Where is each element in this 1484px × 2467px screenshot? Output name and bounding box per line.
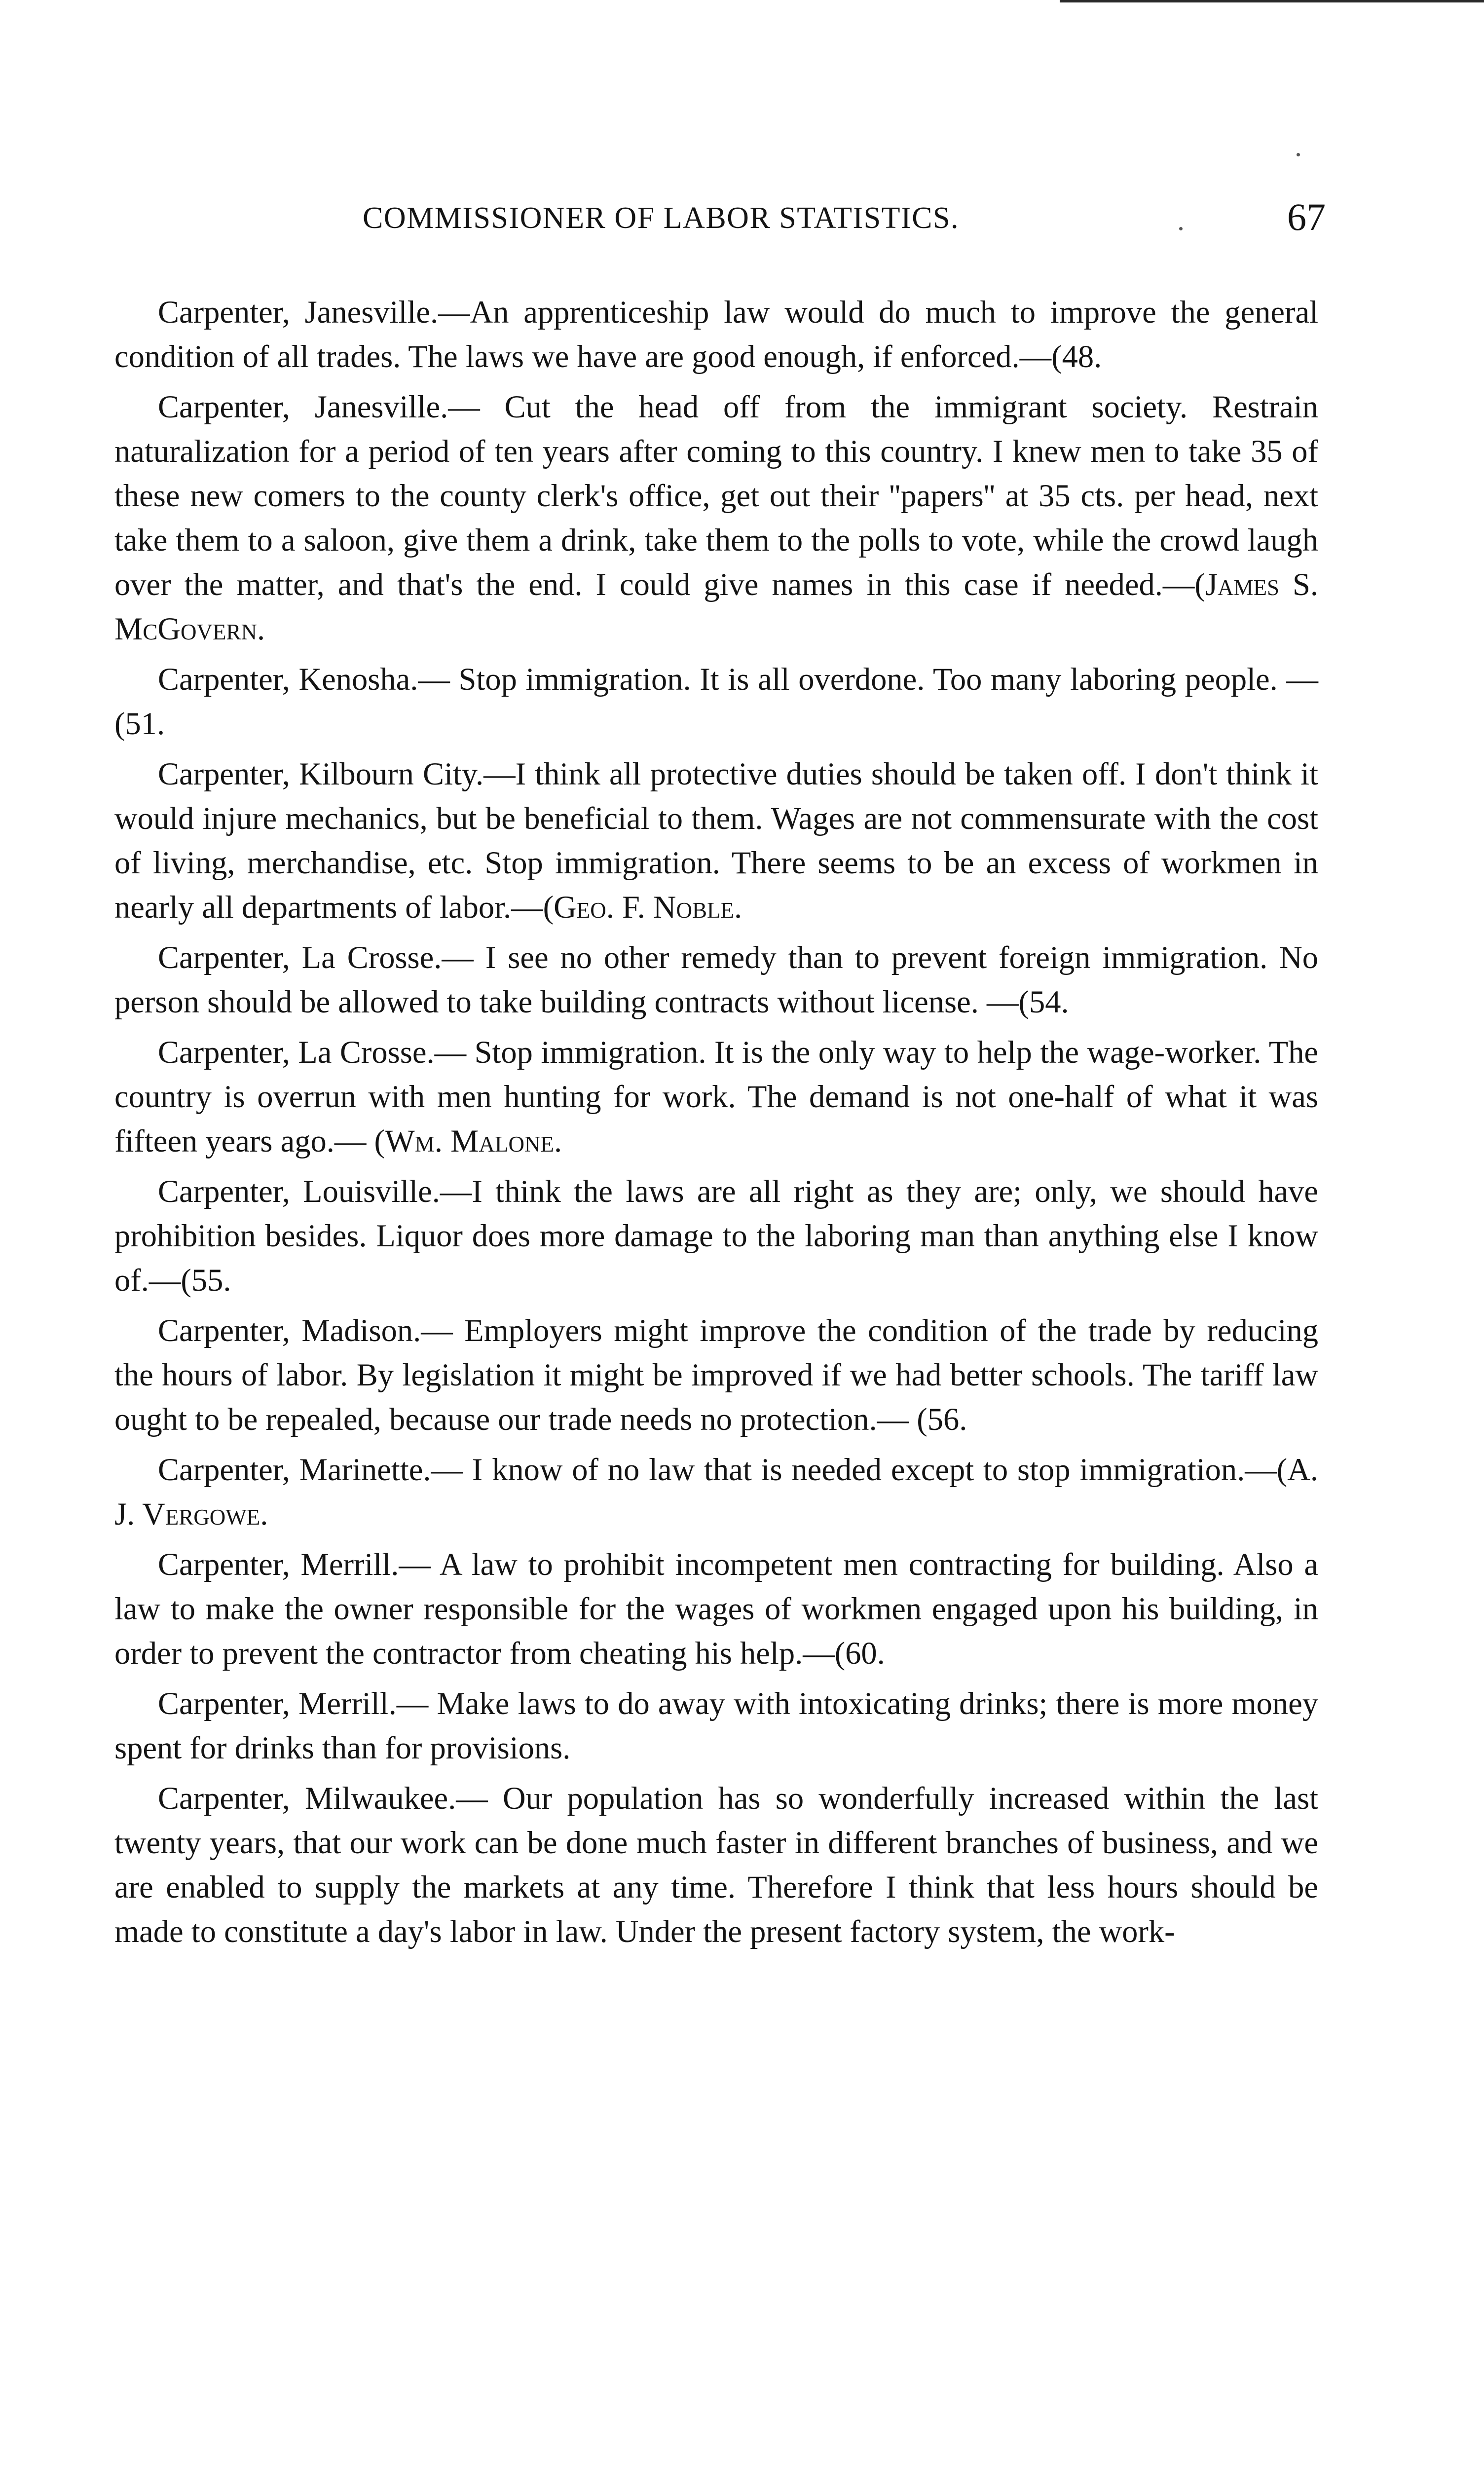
entry-paragraph <box>114 1542 1318 1676</box>
entry-text: Carpenter, Louisville.—I think the laws are all right as they are; only, we should have prohibition besides. Liquor does more damage to the laboring man than anything else I know of.—(55. <box>114 1174 1318 1298</box>
entry-text: Carpenter, Madison.— Employers might improve the condition of the trade by reducing the hours of labor. By legislation it might be improved if we had better schools. The tariff law ought to be repealed, because our trade needs no protection.— (56. <box>114 1313 1318 1437</box>
entry-text: Carpenter, Kilbourn City.—I think all protective duties should be taken off. I don't think it would injure mechanics, but be beneficial to them. Wages are not commensurate with the cost of living, merchandise, etc. Stop immigration. There seems to be an excess of workmen in nearly all departments of labor.—( <box>114 756 1318 925</box>
page-body <box>114 290 1318 1960</box>
entry-text: Carpenter, Merrill.— Make laws to do away with intoxicating drinks; there is more money spent for drinks than for provisions. <box>114 1686 1318 1765</box>
entry-signature: Geo. F. Noble. <box>554 890 742 925</box>
entry-paragraph <box>114 935 1318 1024</box>
entry-signature: A. J. Vergowe. <box>114 1452 1318 1532</box>
entry-signature: Wm. Malone. <box>385 1123 562 1159</box>
page-header <box>363 195 1326 254</box>
entry-paragraph <box>114 1308 1318 1442</box>
speck <box>1297 153 1300 156</box>
entry-text: Carpenter, Merrill.— A law to prohibit incompetent men contracting for building. Also a law to make the owner responsible for the wages of workmen engaged upon his building, in order to prevent the contractor from cheating his help.—(60. <box>114 1547 1318 1671</box>
entry-text: Carpenter, Kenosha.— Stop immigration. It is all overdone. Too many laboring people. —(51. <box>114 662 1318 741</box>
entry-paragraph <box>114 1682 1318 1770</box>
scan-edge <box>1060 0 1484 2</box>
entry-text: Carpenter, Marinette.— I know of no law that is needed except to stop immigration.—( <box>158 1452 1288 1487</box>
entry-text: Carpenter, Janesville.— Cut the head off from the immigrant society. Restrain naturalization for a period of ten years after coming to this country. I knew men to take 35 of these new comers to the county clerk's office, get out their ''papers'' at 35 cts. per head, next take them to a saloon, give them a drink, take them to the polls to vote, while the crowd laugh over the matter, and that's the end. I could give names in this case if needed.—( <box>114 389 1318 602</box>
entry-paragraph <box>114 290 1318 379</box>
entry-text: Carpenter, La Crosse.— Stop immigration. It is the only way to help the wage-worker. The country is overrun with men hunting for work. The demand is not one-half of what it was fifteen years ago.— ( <box>114 1035 1318 1159</box>
entry-paragraph <box>114 752 1318 930</box>
entry-text: Carpenter, Milwaukee.— Our population has so wonderfully increased within the last twenty years, that our work can be done much faster in different branches of business, and we are enabled to supply the markets at any time. Therefore I think that less hours should be made to constitute a day's labor in law. Under the present factory system, the work- <box>114 1781 1318 1949</box>
entry-paragraph <box>114 1448 1318 1536</box>
entry-text: Carpenter, Janesville.—An apprenticeship law would do much to improve the general condition of all trades. The laws we have are good enough, if enforced.—(48. <box>114 295 1318 374</box>
entry-text: Carpenter, La Crosse.— I see no other remedy than to prevent foreign immigration. No person should be allowed to take building contracts without license. —(54. <box>114 940 1318 1019</box>
entry-paragraph <box>114 1030 1318 1163</box>
entry-paragraph <box>114 657 1318 746</box>
page-number: 67 <box>1287 195 1326 238</box>
entry-paragraph <box>114 385 1318 651</box>
entry-paragraph <box>114 1169 1318 1303</box>
entry-signature: James S. McGovern. <box>114 567 1318 646</box>
running-title: COMMISSIONER OF LABOR STATISTICS. <box>363 201 959 235</box>
entry-paragraph <box>114 1776 1318 1954</box>
